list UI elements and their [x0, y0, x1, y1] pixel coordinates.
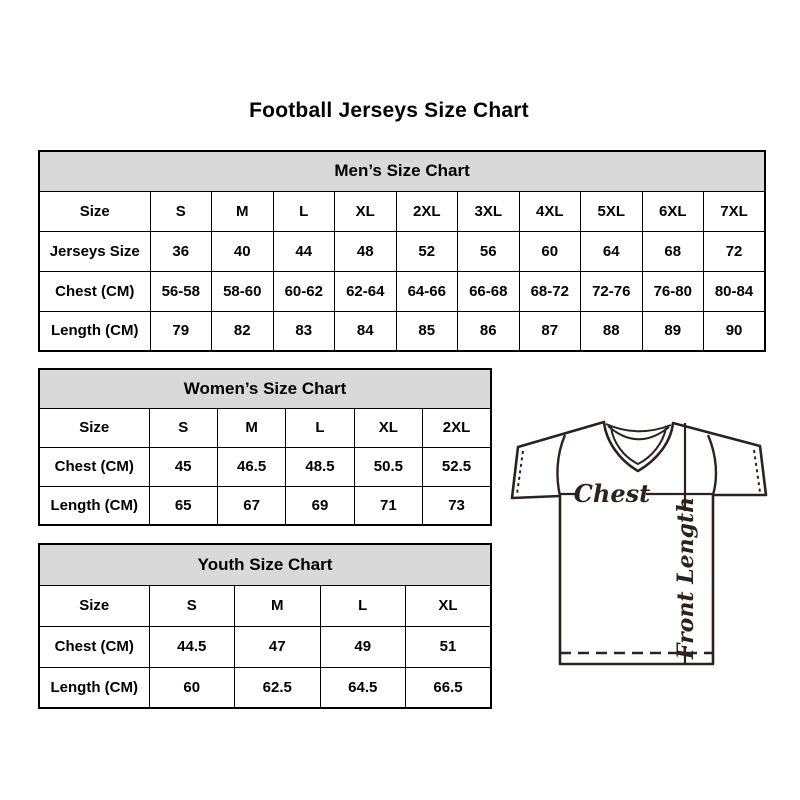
value-cell: 60	[519, 231, 581, 271]
value-cell: 40	[212, 231, 274, 271]
youth-size-table	[38, 543, 492, 709]
table-row	[39, 447, 491, 486]
value-cell: 2XL	[423, 408, 491, 447]
row-label: Chest (CM)	[39, 271, 150, 311]
value-cell: XL	[354, 408, 422, 447]
value-cell: 50.5	[354, 447, 422, 486]
table-row	[39, 231, 765, 271]
chest-label: Chest	[573, 479, 651, 508]
table-title-row	[39, 151, 765, 191]
value-cell: 64.5	[320, 667, 406, 708]
value-cell: 56	[458, 231, 520, 271]
value-cell: 84	[335, 311, 397, 351]
value-cell: M	[235, 585, 321, 626]
value-cell: 62.5	[235, 667, 321, 708]
row-label: Size	[39, 408, 149, 447]
value-cell: 44.5	[149, 626, 235, 667]
value-cell: 72	[704, 231, 766, 271]
value-cell: XL	[335, 191, 397, 231]
table-row	[39, 191, 765, 231]
value-cell: 67	[217, 486, 285, 525]
table-row	[39, 486, 491, 525]
womens-size-table	[38, 368, 492, 526]
value-cell: M	[217, 408, 285, 447]
table-row	[39, 626, 491, 667]
value-cell: 87	[519, 311, 581, 351]
row-label: Length (CM)	[39, 486, 149, 525]
value-cell: L	[286, 408, 354, 447]
value-cell: 88	[581, 311, 643, 351]
value-cell: 80-84	[704, 271, 766, 311]
value-cell: XL	[406, 585, 492, 626]
row-label: Chest (CM)	[39, 447, 149, 486]
table-row	[39, 667, 491, 708]
value-cell: 2XL	[396, 191, 458, 231]
value-cell: 47	[235, 626, 321, 667]
value-cell: 72-76	[581, 271, 643, 311]
value-cell: 51	[406, 626, 492, 667]
jersey-icon	[505, 416, 770, 672]
value-cell: 68-72	[519, 271, 581, 311]
value-cell: 71	[354, 486, 422, 525]
table-title: Women’s Size Chart	[39, 369, 491, 408]
value-cell: 46.5	[217, 447, 285, 486]
value-cell: 83	[273, 311, 335, 351]
value-cell: 85	[396, 311, 458, 351]
row-label: Chest (CM)	[39, 626, 149, 667]
value-cell: 82	[212, 311, 274, 351]
value-cell: 5XL	[581, 191, 643, 231]
table-row	[39, 585, 491, 626]
table-title: Youth Size Chart	[39, 544, 491, 585]
value-cell: 60-62	[273, 271, 335, 311]
table-row	[39, 271, 765, 311]
value-cell: S	[150, 191, 212, 231]
value-cell: 6XL	[642, 191, 704, 231]
row-label: Size	[39, 585, 149, 626]
table-title: Men’s Size Chart	[39, 151, 765, 191]
value-cell: 65	[149, 486, 217, 525]
value-cell: 68	[642, 231, 704, 271]
value-cell: 76-80	[642, 271, 704, 311]
value-cell: 89	[642, 311, 704, 351]
value-cell: L	[320, 585, 406, 626]
table-row	[39, 408, 491, 447]
value-cell: 86	[458, 311, 520, 351]
value-cell: 52	[396, 231, 458, 271]
value-cell: 52.5	[423, 447, 491, 486]
page-title: Football Jerseys Size Chart	[249, 99, 529, 122]
table-title-row	[39, 369, 491, 408]
value-cell: 48.5	[286, 447, 354, 486]
collar-back-arc-1	[606, 424, 671, 431]
value-cell: 56-58	[150, 271, 212, 311]
table-title-row	[39, 544, 491, 585]
row-label: Length (CM)	[39, 667, 149, 708]
value-cell: L	[273, 191, 335, 231]
value-cell: M	[212, 191, 274, 231]
value-cell: 44	[273, 231, 335, 271]
value-cell: 66-68	[458, 271, 520, 311]
value-cell: 4XL	[519, 191, 581, 231]
value-cell: 62-64	[335, 271, 397, 311]
value-cell: 64	[581, 231, 643, 271]
jersey-outline	[512, 422, 766, 664]
value-cell: S	[149, 408, 217, 447]
value-cell: S	[149, 585, 235, 626]
value-cell: 73	[423, 486, 491, 525]
value-cell: 90	[704, 311, 766, 351]
mens-size-table	[38, 150, 766, 352]
value-cell: 64-66	[396, 271, 458, 311]
value-cell: 79	[150, 311, 212, 351]
value-cell: 45	[149, 447, 217, 486]
value-cell: 60	[149, 667, 235, 708]
value-cell: 3XL	[458, 191, 520, 231]
value-cell: 49	[320, 626, 406, 667]
row-label: Size	[39, 191, 150, 231]
row-label: Length (CM)	[39, 311, 150, 351]
front-length-label: Front Length	[673, 496, 699, 660]
value-cell: 48	[335, 231, 397, 271]
jersey-measurement-diagram	[505, 416, 770, 672]
value-cell: 36	[150, 231, 212, 271]
table-row	[39, 311, 765, 351]
value-cell: 58-60	[212, 271, 274, 311]
value-cell: 7XL	[704, 191, 766, 231]
value-cell: 69	[286, 486, 354, 525]
value-cell: 66.5	[406, 667, 492, 708]
row-label: Jerseys Size	[39, 231, 150, 271]
